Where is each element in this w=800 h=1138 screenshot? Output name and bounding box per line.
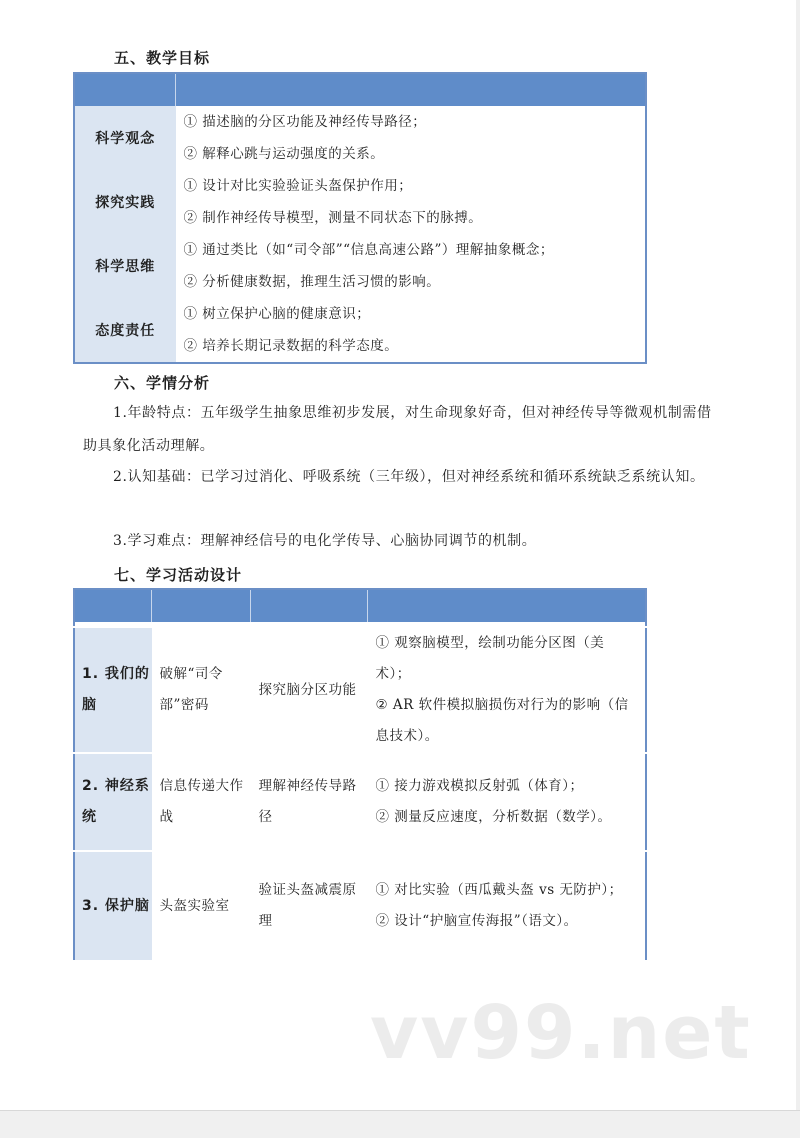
header-cell xyxy=(152,589,251,622)
analysis-paragraph: 1.年龄特点：五年级学生抽象思维初步发展，对生命现象好奇，但对神经传导等微观机制需借助具象化活动理解。 xyxy=(83,405,712,454)
page-edge xyxy=(796,0,800,1110)
goal-item: ② 培养长期记录数据的科学态度。 xyxy=(183,338,399,354)
table-header-row xyxy=(74,589,646,622)
goal-item: ① 通过类比（如“司令部”“信息高速公路”）理解抽象概念； xyxy=(183,242,554,258)
row-label: 科学思维 xyxy=(74,234,176,298)
row-content xyxy=(176,234,647,298)
lesson-cell: 1. 我们的脑 xyxy=(74,627,152,753)
header-cell xyxy=(74,73,176,106)
table-row xyxy=(74,234,646,298)
table-header-row xyxy=(74,73,646,106)
goal-item: ② 分析健康数据，推理生活习惯的影响。 xyxy=(183,274,441,290)
analysis-paragraph: 2.认知基础：已学习过消化、呼吸系统（三年级），但对神经系统和循环系统缺乏系统认知。 xyxy=(113,469,705,485)
row-content xyxy=(176,298,647,363)
tasks-cell xyxy=(368,627,647,753)
header-cell xyxy=(74,589,152,622)
table-row xyxy=(74,753,646,851)
goal-cell: 探究脑分区功能 xyxy=(251,627,368,753)
goal-cell: 验证头盔减震原理 xyxy=(251,851,368,960)
row-label: 探究实践 xyxy=(74,170,176,234)
task-item: ② AR 软件模拟脑损伤对行为的影响（信息技术）。 xyxy=(375,697,629,744)
task-item: ① 对比实验（西瓜戴头盔 vs 无防护）； xyxy=(375,882,623,898)
row-label: 科学观念 xyxy=(74,106,176,170)
task-item: ② 设计“护脑宣传海报”（语文）。 xyxy=(375,913,578,929)
teaching-goals-table xyxy=(73,72,647,364)
task-item: ① 接力游戏模拟反射弧（体育）； xyxy=(375,778,584,794)
table-row xyxy=(74,298,646,363)
tasks-cell xyxy=(368,851,647,960)
tasks-cell xyxy=(368,753,647,851)
row-content xyxy=(176,106,647,170)
section-5-heading: 五、教学目标 xyxy=(114,49,211,67)
goal-item: ② 解释心跳与运动强度的关系。 xyxy=(183,146,385,162)
goal-item: ① 设计对比实验验证头盔保护作用； xyxy=(183,178,413,194)
goal-cell: 理解神经传导路径 xyxy=(251,753,368,851)
header-cell xyxy=(251,589,368,622)
table-row xyxy=(74,627,646,753)
activity-cell: 信息传递大作战 xyxy=(152,753,251,851)
section-6-heading: 六、学情分析 xyxy=(114,374,211,392)
bottom-bar xyxy=(0,1110,800,1138)
table-row xyxy=(74,106,646,170)
section-7-heading: 七、学习活动设计 xyxy=(114,566,243,584)
activity-cell: 破解“司令部”密码 xyxy=(152,627,251,753)
lesson-cell: 2. 神经系统 xyxy=(74,753,152,851)
goal-item: ① 树立保护心脑的健康意识； xyxy=(183,306,371,322)
row-label: 态度责任 xyxy=(74,298,176,363)
header-cell xyxy=(368,589,647,622)
activity-design-table xyxy=(73,588,647,960)
header-cell xyxy=(176,73,647,106)
lesson-cell: 3. 保护脑 xyxy=(74,851,152,960)
task-item: ② 测量反应速度，分析数据（数学）。 xyxy=(375,809,612,825)
table-row xyxy=(74,170,646,234)
watermark-text: vv99.net xyxy=(370,990,752,1076)
task-item: ① 观察脑模型，绘制功能分区图（美术）； xyxy=(375,635,605,682)
row-content xyxy=(176,170,647,234)
activity-cell: 头盔实验室 xyxy=(152,851,251,960)
goal-item: ① 描述脑的分区功能及神经传导路径； xyxy=(183,114,427,130)
table-row xyxy=(74,851,646,960)
analysis-paragraph: 3.学习难点：理解神经信号的电化学传导、心脑协同调节的机制。 xyxy=(113,533,537,549)
goal-item: ② 制作神经传导模型，测量不同状态下的脉搏。 xyxy=(183,210,483,226)
